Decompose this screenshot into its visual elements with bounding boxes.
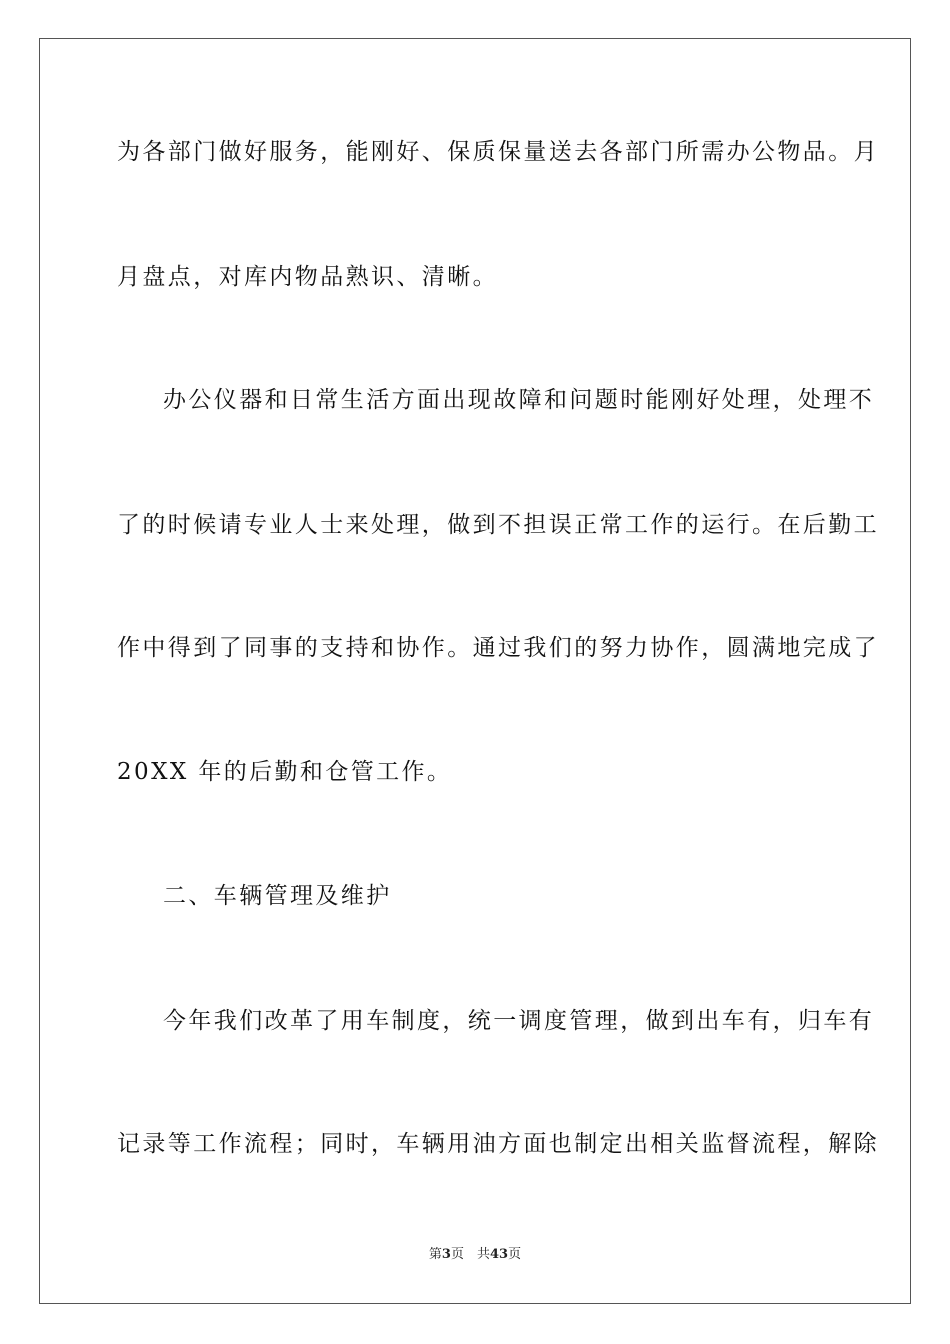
- footer-middle: 页 共: [450, 1247, 490, 1262]
- page-border: [39, 38, 911, 1304]
- paragraph-start-line: 办公仪器和日常生活方面出现故障和问题时能刚好处理，处理不: [163, 387, 875, 413]
- text-line: 为各部门做好服务，能刚好、保质保量送去各部门所需办公物品。月: [117, 139, 879, 165]
- current-page-number: 3: [441, 1247, 451, 1262]
- section-heading: 二、车辆管理及维护: [163, 883, 392, 909]
- paragraph-start-line: 今年我们改革了用车制度，统一调度管理，做到出车有，归车有: [163, 1008, 875, 1034]
- page-footer: [0, 1246, 950, 1264]
- text-line: 了的时候请专业人士来处理，做到不担误正常工作的运行。在后勤工: [117, 512, 879, 538]
- text-line: 月盘点，对库内物品熟识、清晰。: [117, 264, 498, 290]
- total-pages-number: 43: [489, 1247, 509, 1262]
- text-line: 20XX 年的后勤和仓管工作。: [117, 759, 453, 785]
- text-line: 作中得到了同事的支持和协作。通过我们的努力协作，圆满地完成了: [117, 635, 879, 661]
- footer-suffix: 页: [508, 1247, 522, 1262]
- footer-prefix: 第: [428, 1247, 442, 1262]
- text-line: 记录等工作流程；同时，车辆用油方面也制定出相关监督流程，解除: [117, 1131, 879, 1157]
